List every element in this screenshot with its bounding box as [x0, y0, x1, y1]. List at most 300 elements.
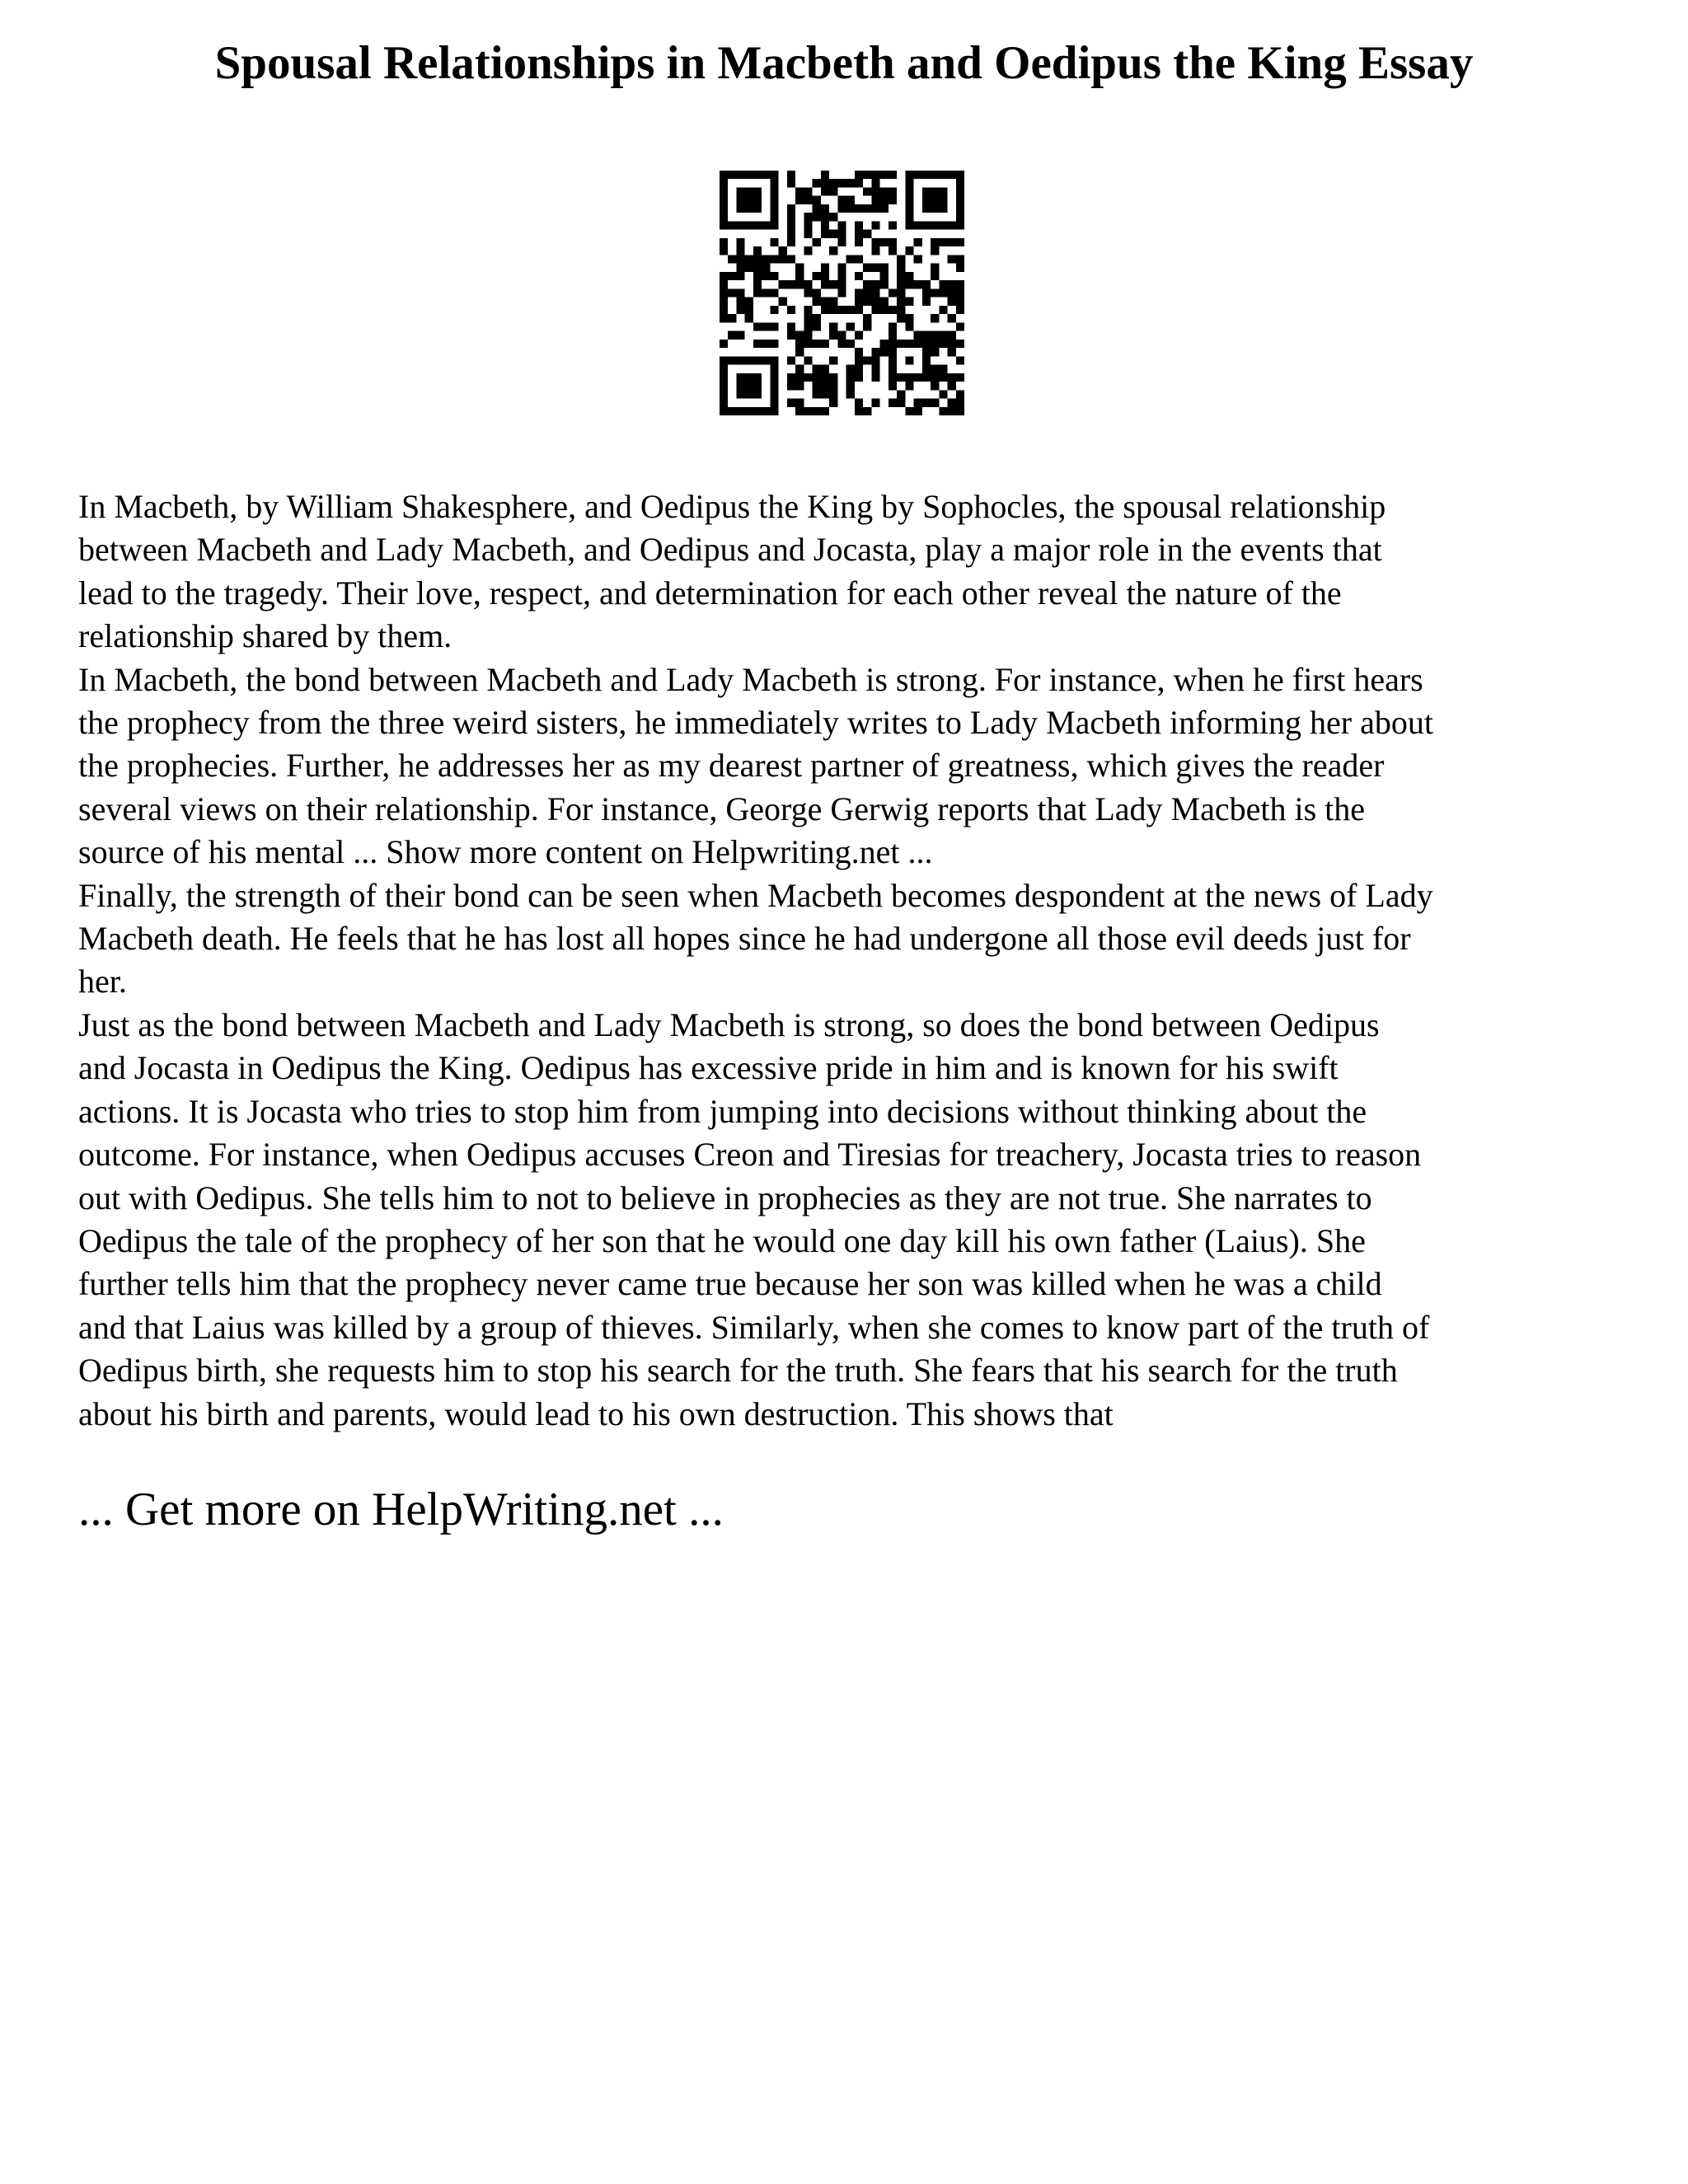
qr-module — [948, 399, 956, 407]
qr-module — [753, 373, 762, 382]
qr-module — [804, 407, 812, 415]
qr-module — [914, 331, 922, 340]
qr-module — [762, 288, 770, 297]
qr-module — [922, 365, 931, 373]
qr-module — [745, 204, 753, 213]
qr-module — [956, 255, 964, 263]
qr-module — [889, 306, 897, 314]
text-line: Oedipus the tale of the prophecy of her son that he would one day kill his own father (Laius). She — [78, 1221, 1366, 1259]
qr-module — [720, 365, 728, 373]
qr-module — [821, 382, 829, 390]
qr-module — [804, 288, 812, 297]
qr-module — [837, 230, 846, 238]
document-title: Spousal Relationships in Macbeth and Oedipus the King Essay — [214, 37, 1474, 89]
qr-module — [745, 187, 753, 195]
qr-module — [846, 322, 855, 330]
qr-module — [922, 221, 931, 229]
qr-module — [939, 288, 947, 297]
text-line: the prophecies. Further, he addresses her as my dearest partner of greatness, which gives the reader — [78, 747, 1385, 785]
qr-module — [813, 196, 821, 204]
qr-module — [880, 298, 889, 306]
qr-module — [745, 314, 753, 322]
qr-module — [795, 373, 804, 382]
qr-module — [804, 196, 812, 204]
qr-module — [846, 179, 855, 187]
qr-module — [736, 288, 744, 297]
qr-module — [948, 171, 956, 179]
qr-module — [948, 340, 956, 348]
qr-module — [948, 373, 956, 382]
qr-module — [956, 187, 964, 195]
qr-module — [837, 306, 846, 314]
qr-module — [855, 399, 863, 407]
qr-module — [804, 356, 812, 364]
qr-module — [720, 280, 728, 288]
qr-module — [956, 280, 964, 288]
qr-module — [863, 356, 871, 364]
qr-module — [871, 356, 879, 364]
qr-module — [753, 356, 762, 364]
qr-module — [829, 399, 837, 407]
qr-module — [821, 230, 829, 238]
qr-module — [813, 204, 821, 213]
qr-module — [821, 373, 829, 382]
qr-module — [956, 298, 964, 306]
qr-module — [795, 187, 804, 195]
qr-module — [736, 264, 744, 272]
qr-module — [871, 298, 879, 306]
qr-module — [770, 213, 778, 221]
qr-module — [905, 171, 913, 179]
qr-module — [829, 246, 837, 255]
text-line: her. — [78, 963, 127, 1001]
qr-module — [931, 187, 939, 195]
qr-module — [720, 382, 728, 390]
qr-module — [720, 196, 728, 204]
qr-module — [787, 221, 795, 229]
qr-module — [863, 314, 871, 322]
qr-module — [821, 187, 829, 195]
qr-module — [745, 171, 753, 179]
qr-module — [871, 179, 879, 187]
qr-module — [931, 221, 939, 229]
qr-module — [745, 306, 753, 314]
qr-module — [897, 298, 905, 306]
qr-module — [821, 340, 829, 348]
qr-module — [939, 306, 947, 314]
qr-module — [948, 255, 956, 263]
qr-module — [855, 365, 863, 373]
qr-module — [905, 280, 913, 288]
qr-module — [956, 340, 964, 348]
qr-module — [931, 171, 939, 179]
qr-module — [956, 373, 964, 382]
qr-module — [787, 179, 795, 187]
qr-module — [821, 272, 829, 280]
qr-module — [837, 221, 846, 229]
qr-module — [871, 373, 879, 382]
qr-module — [770, 356, 778, 364]
qr-module — [813, 365, 821, 373]
qr-module — [897, 373, 905, 382]
text-line: Just as the bond between Macbeth and Lady Macbeth is strong, so does the bond between Oedipus — [78, 1005, 1380, 1043]
qr-module — [728, 272, 736, 280]
qr-module — [905, 314, 913, 322]
qr-module — [837, 331, 846, 340]
qr-module — [762, 221, 770, 229]
qr-module — [889, 238, 897, 246]
qr-module — [846, 204, 855, 213]
qr-module — [931, 246, 939, 255]
qr-module — [922, 196, 931, 204]
qr-module — [787, 306, 795, 314]
qr-module — [922, 187, 931, 195]
qr-module — [837, 280, 846, 288]
qr-module — [956, 238, 964, 246]
qr-module — [736, 390, 744, 398]
qr-module — [889, 171, 897, 179]
qr-module — [905, 187, 913, 195]
qr-module — [871, 171, 879, 179]
qr-module — [863, 288, 871, 297]
qr-module — [795, 348, 804, 356]
qr-module — [914, 221, 922, 229]
qr-module — [905, 340, 913, 348]
qr-module — [897, 288, 905, 297]
qr-module — [745, 196, 753, 204]
qr-module — [829, 373, 837, 382]
qr-module — [880, 340, 889, 348]
qr-module — [880, 264, 889, 272]
qr-module — [753, 255, 762, 263]
qr-module — [931, 196, 939, 204]
qr-module — [821, 179, 829, 187]
text-line: out with Oedipus. She tells him to not to believe in prophecies as they are not true. She narrates to — [78, 1179, 1372, 1216]
qr-module — [871, 264, 879, 272]
qr-module — [914, 373, 922, 382]
qr-module — [720, 390, 728, 398]
qr-module — [787, 213, 795, 221]
essay-body — [78, 485, 1628, 1436]
qr-module — [837, 272, 846, 280]
paragraph-oedipus-jocasta — [78, 1004, 1628, 1436]
qr-module — [745, 264, 753, 272]
qr-module — [770, 179, 778, 187]
qr-module — [956, 221, 964, 229]
qr-module — [846, 365, 855, 373]
qr-module — [855, 373, 863, 382]
qr-module — [813, 314, 821, 322]
qr-module — [736, 356, 744, 364]
qr-module — [787, 238, 795, 246]
qr-module — [922, 204, 931, 213]
qr-module — [889, 196, 897, 204]
qr-module — [871, 187, 879, 195]
qr-module — [813, 382, 821, 390]
qr-module — [948, 298, 956, 306]
qr-module — [728, 288, 736, 297]
qr-module — [762, 272, 770, 280]
qr-module — [897, 280, 905, 288]
qr-module — [931, 314, 939, 322]
qr-module — [720, 399, 728, 407]
qr-module — [905, 298, 913, 306]
qr-module — [922, 399, 931, 407]
qr-module — [914, 407, 922, 415]
qr-module — [762, 322, 770, 330]
qr-module — [939, 204, 947, 213]
qr-module — [813, 272, 821, 280]
qr-module — [863, 171, 871, 179]
qr-module — [813, 288, 821, 297]
qr-module — [770, 407, 778, 415]
qr-module — [753, 382, 762, 390]
text-line: Finally, the strength of their bond can be seen when Macbeth becomes despondent at the news of Lady — [78, 876, 1433, 914]
qr-module — [922, 171, 931, 179]
qr-module — [762, 264, 770, 272]
qr-module — [897, 390, 905, 398]
qr-module — [821, 221, 829, 229]
qr-module — [795, 365, 804, 373]
qr-module — [770, 272, 778, 280]
qr-module — [821, 365, 829, 373]
qr-module — [863, 264, 871, 272]
qr-module — [956, 204, 964, 213]
qr-module — [762, 340, 770, 348]
paragraph-finally — [78, 874, 1628, 1004]
text-line: In Macbeth, by William Shakesphere, and Oedipus the King by Sophocles, the spousal relationship — [78, 488, 1386, 525]
qr-module — [787, 204, 795, 213]
qr-module — [871, 221, 879, 229]
qr-module — [863, 407, 871, 415]
qr-module — [880, 196, 889, 204]
qr-module — [720, 298, 728, 306]
qr-module — [837, 204, 846, 213]
qr-module — [804, 322, 812, 330]
qr-module — [720, 272, 728, 280]
qr-module — [931, 238, 939, 246]
qr-module — [804, 331, 812, 340]
qr-module — [931, 373, 939, 382]
qr-module — [804, 340, 812, 348]
qr-module — [863, 230, 871, 238]
qr-module — [770, 238, 778, 246]
qr-module — [880, 306, 889, 314]
qr-module — [948, 314, 956, 322]
qr-module — [905, 246, 913, 255]
qr-module — [956, 264, 964, 272]
qr-module — [779, 246, 787, 255]
qr-module — [720, 187, 728, 195]
qr-module — [829, 213, 837, 221]
qr-module — [736, 255, 744, 263]
text-line: and that Laius was killed by a group of thieves. Similarly, when she comes to know part of the truth of — [78, 1308, 1430, 1346]
qr-module — [871, 348, 879, 356]
qr-module — [821, 204, 829, 213]
qr-module — [829, 280, 837, 288]
qr-module — [939, 390, 947, 398]
qr-module — [821, 171, 829, 179]
qr-module — [905, 213, 913, 221]
qr-module — [770, 373, 778, 382]
qr-module — [956, 356, 964, 364]
text-line: further tells him that the prophecy never came true because her son was killed when he was a child — [78, 1265, 1382, 1303]
qr-module — [889, 331, 897, 340]
text-line: Oedipus birth, she requests him to stop his search for the truth. She fears that his search for the truth — [78, 1352, 1398, 1390]
qr-module — [829, 306, 837, 314]
qr-module — [880, 348, 889, 356]
qr-module — [829, 179, 837, 187]
qr-module — [897, 272, 905, 280]
qr-module — [770, 171, 778, 179]
qr-module — [905, 382, 913, 390]
qr-module — [837, 196, 846, 204]
qr-module — [813, 390, 821, 398]
qr-module — [753, 204, 762, 213]
qr-module — [956, 179, 964, 187]
qr-module — [745, 255, 753, 263]
qr-module — [931, 331, 939, 340]
qr-module — [905, 204, 913, 213]
qr-module — [720, 221, 728, 229]
qr-code-icon — [720, 171, 964, 415]
qr-module — [863, 187, 871, 195]
qr-module — [931, 399, 939, 407]
qr-module — [821, 306, 829, 314]
qr-module — [770, 204, 778, 213]
qr-module — [829, 322, 837, 330]
qr-module — [897, 255, 905, 263]
qr-module — [804, 314, 812, 322]
qr-module — [795, 272, 804, 280]
qr-module — [889, 340, 897, 348]
qr-module — [855, 230, 863, 238]
qr-module — [846, 390, 855, 398]
qr-module — [753, 390, 762, 398]
get-more-link[interactable]: ... Get more on HelpWriting.net ... — [78, 1483, 724, 1535]
qr-module — [728, 171, 736, 179]
qr-module — [931, 365, 939, 373]
text-line: Macbeth death. He feels that he has lost all hopes since he had undergone all those evil deeds just for — [78, 920, 1411, 958]
qr-module — [889, 221, 897, 229]
text-line: In Macbeth, the bond between Macbeth and Lady Macbeth is strong. For instance, when he first hears — [78, 660, 1423, 698]
qr-module — [871, 306, 879, 314]
qr-module — [804, 213, 812, 221]
qr-module — [736, 298, 744, 306]
qr-module — [804, 187, 812, 195]
qr-module — [871, 365, 879, 373]
qr-module — [922, 373, 931, 382]
qr-module — [762, 407, 770, 415]
qr-module — [889, 288, 897, 297]
qr-module — [753, 246, 762, 255]
qr-module — [939, 196, 947, 204]
qr-module — [956, 288, 964, 297]
qr-module — [931, 288, 939, 297]
qr-module — [855, 272, 863, 280]
qr-module — [804, 280, 812, 288]
qr-module — [795, 196, 804, 204]
qr-module — [939, 340, 947, 348]
qr-module — [914, 399, 922, 407]
qr-module — [745, 298, 753, 306]
qr-module — [948, 348, 956, 356]
qr-module — [770, 340, 778, 348]
qr-module — [745, 221, 753, 229]
qr-module — [770, 365, 778, 373]
qr-module — [787, 322, 795, 330]
qr-module — [804, 373, 812, 382]
qr-module — [787, 373, 795, 382]
qr-module — [753, 187, 762, 195]
qr-module — [753, 221, 762, 229]
qr-module — [931, 382, 939, 390]
qr-module — [753, 288, 762, 297]
qr-module — [914, 238, 922, 246]
qr-module — [829, 382, 837, 390]
qr-module — [948, 238, 956, 246]
qr-module — [770, 187, 778, 195]
qr-module — [821, 390, 829, 398]
qr-module — [939, 187, 947, 195]
qr-module — [855, 298, 863, 306]
qr-module — [720, 288, 728, 297]
qr-module — [897, 264, 905, 272]
text-line: the prophecy from the three weird sisters, he immediately writes to Lady Macbeth informing her about — [78, 704, 1433, 742]
qr-module — [736, 382, 744, 390]
qr-module — [804, 306, 812, 314]
qr-module — [829, 298, 837, 306]
qr-module — [736, 204, 744, 213]
qr-module — [720, 238, 728, 246]
qr-module — [880, 280, 889, 288]
qr-module — [889, 382, 897, 390]
qr-module — [897, 306, 905, 314]
qr-module — [787, 255, 795, 263]
qr-module — [753, 264, 762, 272]
qr-module — [931, 204, 939, 213]
qr-module — [871, 246, 879, 255]
qr-module — [855, 171, 863, 179]
qr-module — [728, 314, 736, 322]
qr-module — [795, 331, 804, 340]
text-line: outcome. For instance, when Oedipus accuses Creon and Tiresias for treachery, Jocasta tries to reason — [78, 1136, 1422, 1174]
qr-module — [762, 356, 770, 364]
qr-module — [914, 340, 922, 348]
qr-module — [837, 264, 846, 272]
qr-module — [855, 179, 863, 187]
qr-module — [956, 213, 964, 221]
qr-module — [753, 407, 762, 415]
qr-module — [846, 340, 855, 348]
qr-module — [846, 196, 855, 204]
qr-module — [787, 230, 795, 238]
qr-module — [855, 288, 863, 297]
qr-module — [855, 238, 863, 246]
qr-module — [956, 399, 964, 407]
qr-module — [880, 238, 889, 246]
qr-module — [931, 340, 939, 348]
qr-module — [720, 171, 728, 179]
qr-module — [829, 187, 837, 195]
qr-module — [813, 238, 821, 246]
qr-module — [939, 373, 947, 382]
qr-module — [745, 373, 753, 382]
qr-module — [728, 356, 736, 364]
qr-module — [813, 322, 821, 330]
qr-module — [948, 288, 956, 297]
paragraph-macbeth-bond — [78, 658, 1628, 874]
